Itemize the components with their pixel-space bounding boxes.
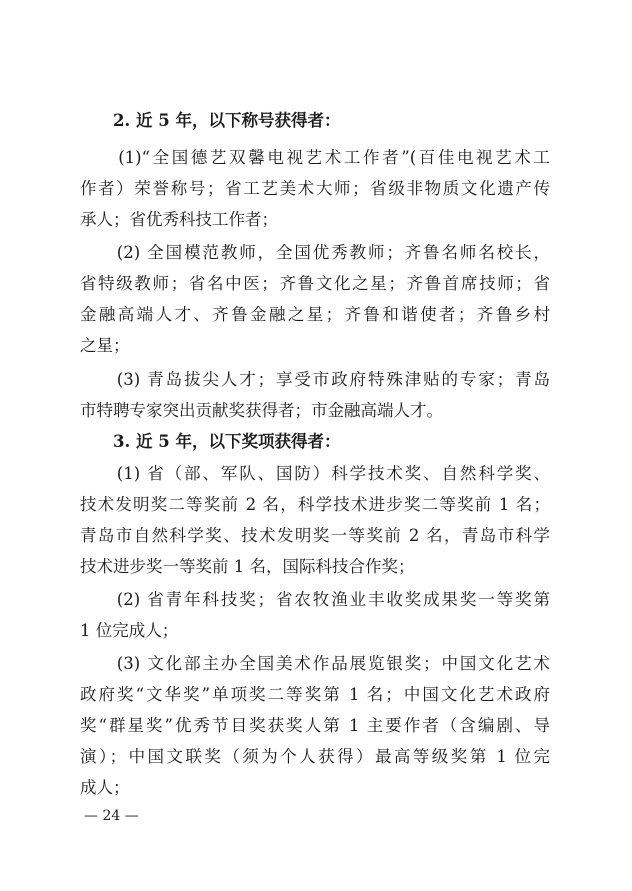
body-line: (2) 全国模范教师，全国优秀教师；齐鲁名师名校长， [80, 243, 550, 262]
body-line: (2) 省青年科技奖；省农牧渔业丰收奖成果奖一等奖第 [80, 590, 550, 609]
page-number: — 24 — [84, 808, 139, 824]
body-line: (3) 文化部主办全国美术作品展览银奖；中国文化艺术 [80, 654, 550, 673]
body-line: 作者）荣誉称号；省工艺美术大师；省级非物质文化遗产传 [80, 179, 550, 198]
body-line: 省特级教师；省名中医；齐鲁文化之星；齐鲁首席技师；省 [80, 274, 550, 293]
body-line: 政府奖“文华奖”单项奖二等奖第 1 名；中国文化艺术政府 [80, 685, 550, 704]
body-line: 奖“群星奖”优秀节目奖获奖人第 1 主要作者（含编剧、导 [80, 716, 550, 735]
body-line: 成人； [80, 778, 130, 797]
body-line: 1 位完成人； [80, 621, 179, 640]
body-line: 技术进步奖一等奖前 1 名，国际科技合作奖； [80, 557, 415, 576]
section-heading-3: 3. 近 5 年，以下奖项获得者： [80, 432, 341, 451]
body-line: 市特聘专家突出贡献奖获得者；市金融高端人才。 [80, 401, 443, 420]
body-line: 金融高端人才、齐鲁金融之星；齐鲁和谐使者；齐鲁乡村 [80, 305, 550, 324]
body-line: 之星； [80, 336, 130, 355]
body-line: 演）；中国文联奖（须为个人获得）最高等级奖第 1 位完 [80, 747, 550, 766]
body-line: (1)“全国德艺双馨电视艺术工作者”(百佳电视艺术工 [80, 148, 550, 167]
section-heading-2: 2. 近 5 年，以下称号获得者： [80, 111, 341, 130]
body-line: (3) 青岛拔尖人才；享受市政府特殊津贴的专家；青岛 [80, 370, 550, 389]
body-line: 承人；省优秀科技工作者； [80, 210, 278, 229]
body-line: 青岛市自然科学奖、技术发明奖一等奖前 2 名，青岛市科学 [80, 526, 550, 545]
body-line: (1) 省（部、军队、国防）科学技术奖、自然科学奖、 [80, 464, 550, 483]
body-line: 技术发明奖二等奖前 2 名，科学技术进步奖二等奖前 1 名； [80, 495, 550, 514]
